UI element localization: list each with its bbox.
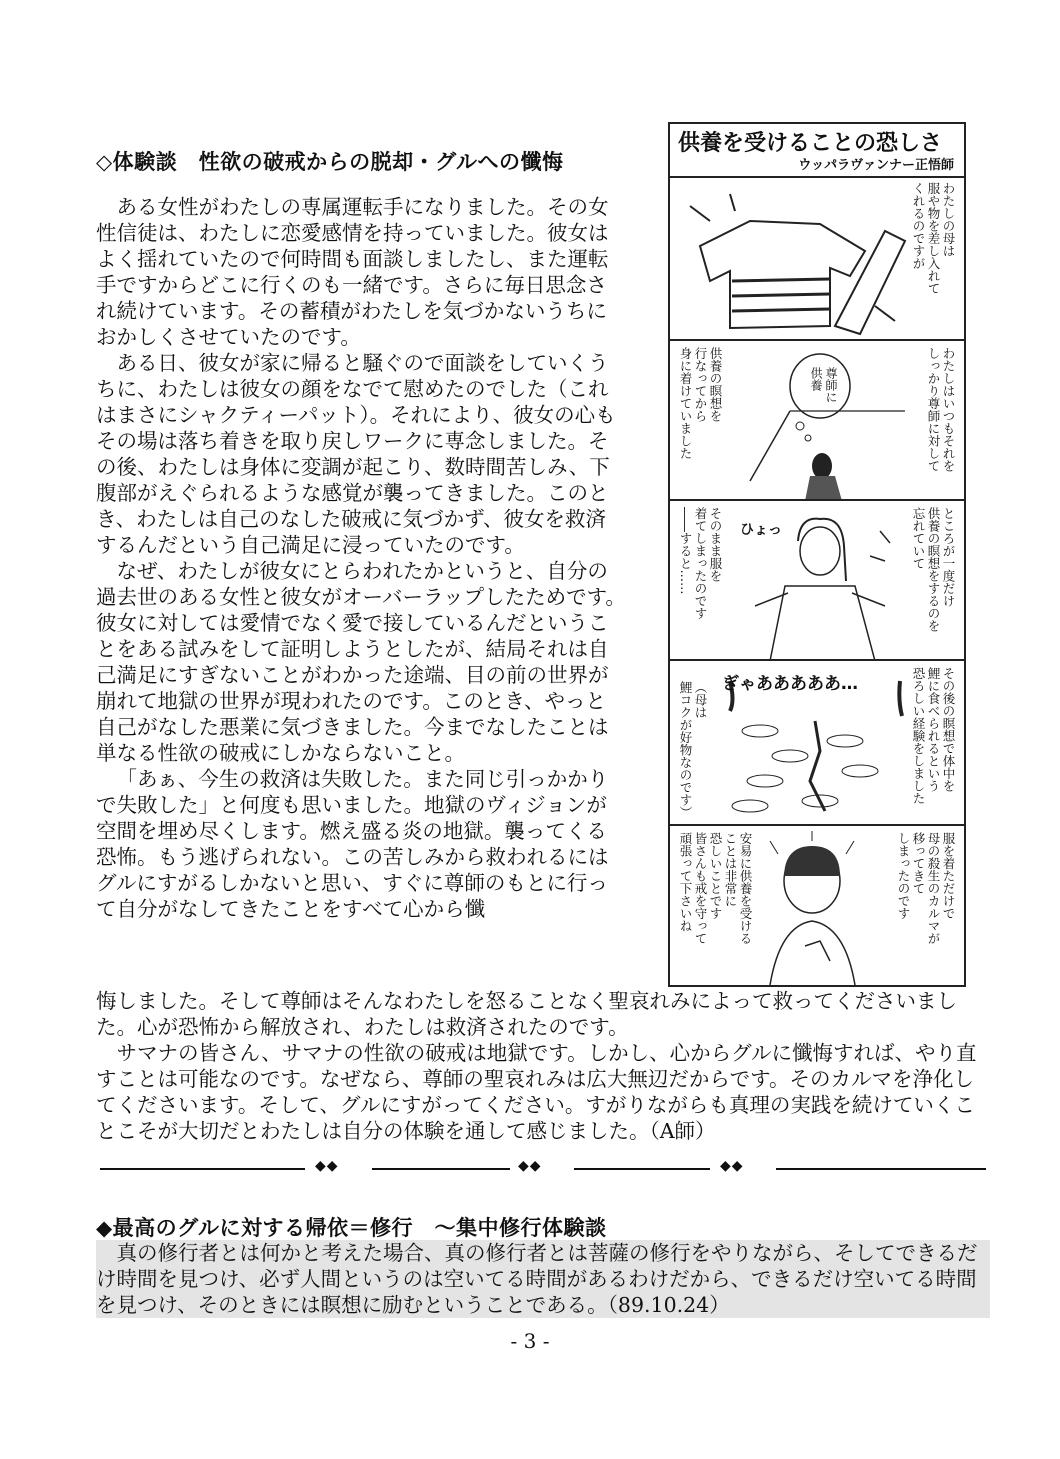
section-heading-experience: ◇体験談 性欲の破戒からの脱却・グルへの懺悔 [96, 149, 564, 174]
divider-diamonds: ◆◆ [720, 1158, 744, 1174]
experience-body-left [96, 194, 626, 922]
comic-author: ウッパラヴァンナー正悟師 [798, 158, 954, 173]
panel-3-sound-effect: ひょっ [740, 522, 782, 538]
panel-4-sound-effect: ぎゃあああああ… [722, 674, 858, 694]
panel-3-caption-right: ところが一度だけ 供養の瞑想をするのを 忘れていて [911, 507, 956, 632]
paragraph: サマナの皆さん、サマナの性欲の破戒は地獄です。しかし、心からグルに懺悔すれば、やり直すことは可能なのです。なぜなら、尊師の聖哀れみは広大無辺だからです。そのカルマを浄化してくださいます。そして、グルにすがってください。すがりながらも真理の実践を続けていくことこそが大切だとわたしは自分の体験を通して感じました。（A師） [96, 1041, 977, 1143]
panel-2-caption-left: 供養の瞑想を 行なってから 身に着けていました [678, 347, 723, 460]
paragraph: なぜ、わたしが彼女にとらわれたかというと、自分の過去世のある女性と彼女がオーバーラップしたためです。彼女に対しては愛情でなく愛で接しているんだということをある試みをして証明しようとしたが、結局それは自己満足にすぎないことがわかった途端、目の前の世界が崩れて地獄の世界が現われたのです。このとき、やっと自己がなした悪業に気づきました。今までなしたことは単なる性欲の破戒にしかならないこと。 [96, 559, 626, 765]
comic-header [670, 124, 964, 178]
page-number: - 3 - [510, 1329, 550, 1353]
panel-5-caption-left: 安易に供養を受ける ことは非常に 恐しいことです 皆さんも戒を守って 頑張って下さいね [678, 832, 753, 945]
divider-diamonds: ◆◆ [315, 1158, 339, 1174]
panel-1-caption: わたしの母は 服や物を差し入れて くれるのですが [911, 182, 956, 295]
paragraph: 「あぁ、今生の救済は失敗した。また同じ引っかかりで失敗した」と何度も思いました。地獄のヴィジョンが空間を埋め尽くします。燃え盛る炎の地獄。襲ってくる恐怖。もう逃げられない。この苦しみから救われるにはグルにすがるしかないと思い、すぐに尊師のもとに行って自分がなしてきたことをすべて心から懺 [96, 767, 609, 921]
comic-panel-2 [670, 341, 964, 501]
quote-text: 真の修行者とは何かと考えた場合、真の修行者とは菩薩の修行をやりながら、そしてできるだけ時間を見つけ、必ず人間というのは空いてる時間があるわけだから、できるだけ空いてる時間を見つけ、そのときには瞑想に励むということである。（89.10.24） [96, 1241, 978, 1317]
panel-4-caption-left: （母は 鯉コクが好物なのです） [678, 681, 708, 819]
divider-line [372, 1168, 510, 1170]
section-divider [100, 1158, 986, 1178]
divider-diamonds: ◆◆ [518, 1158, 542, 1174]
quote-block [96, 1240, 990, 1318]
panel-5-caption-right: 服を着ただけで 母の殺生のカルマが 移ってきて しまったのです [896, 832, 956, 945]
panel-4-caption-right: その後の瞑想で体中を 鯉に食べられるという 恐ろしい経験をしました [911, 667, 956, 805]
panel-2-caption-right: わたしはいつもそれを しっかり尊師に対して [926, 347, 956, 472]
divider-line [100, 1168, 305, 1170]
comic-strip [668, 122, 966, 987]
comic-panel-5 [670, 826, 964, 985]
panel-2-speech-bubble: 尊師に 供養 [809, 367, 838, 403]
section-heading-intensive-training: ◆最高のグルに対する帰依＝修行 ～集中修行体験談 [96, 1215, 607, 1240]
comic-panel-1 [670, 176, 964, 341]
comic-panel-3 [670, 501, 964, 661]
paragraph: ある女性がわたしの専属運転手になりました。その女性信徒は、わたしに恋愛感情を持っていました。彼女はよく揺れていたので何時間も面談しましたし、また運転手ですからどこに行くのも一緒です。さらに毎日思念され続けています。その蓄積がわたしを気づかないうちにおかしくさせていたのです。 [96, 195, 609, 349]
divider-line [776, 1168, 986, 1170]
comic-title: 供養を受けることの恐しさ [678, 131, 943, 156]
panel-3-caption-left: そのまま服を 着てしまったのです ――すると…… [678, 507, 723, 620]
paragraph: 悔しました。そして尊師はそんなわたしを怒ることなく聖哀れみによって救ってくださいました。心が恐怖から解放され、わたしは救済されたのです。 [96, 989, 957, 1039]
comic-panel-4 [670, 661, 964, 826]
experience-body-full [96, 988, 986, 1144]
paragraph: ある日、彼女が家に帰ると騒ぐので面談をしていくうちに、わたしは彼女の顔をなでて慰めたのでした（これはまさにシャクティーパット）。それにより、彼女の心もその場は落ち着きを取り戻しワークに専念しました。その後、わたしは身体に変調が起こり、数時間苦しみ、下腹部がえぐられるような感覚が襲ってきました。このとき、わたしは自己のなした破戒に気づかず、彼女を救済するんだという自己満足に浸っていたのです。 [96, 351, 616, 557]
divider-line [574, 1168, 710, 1170]
